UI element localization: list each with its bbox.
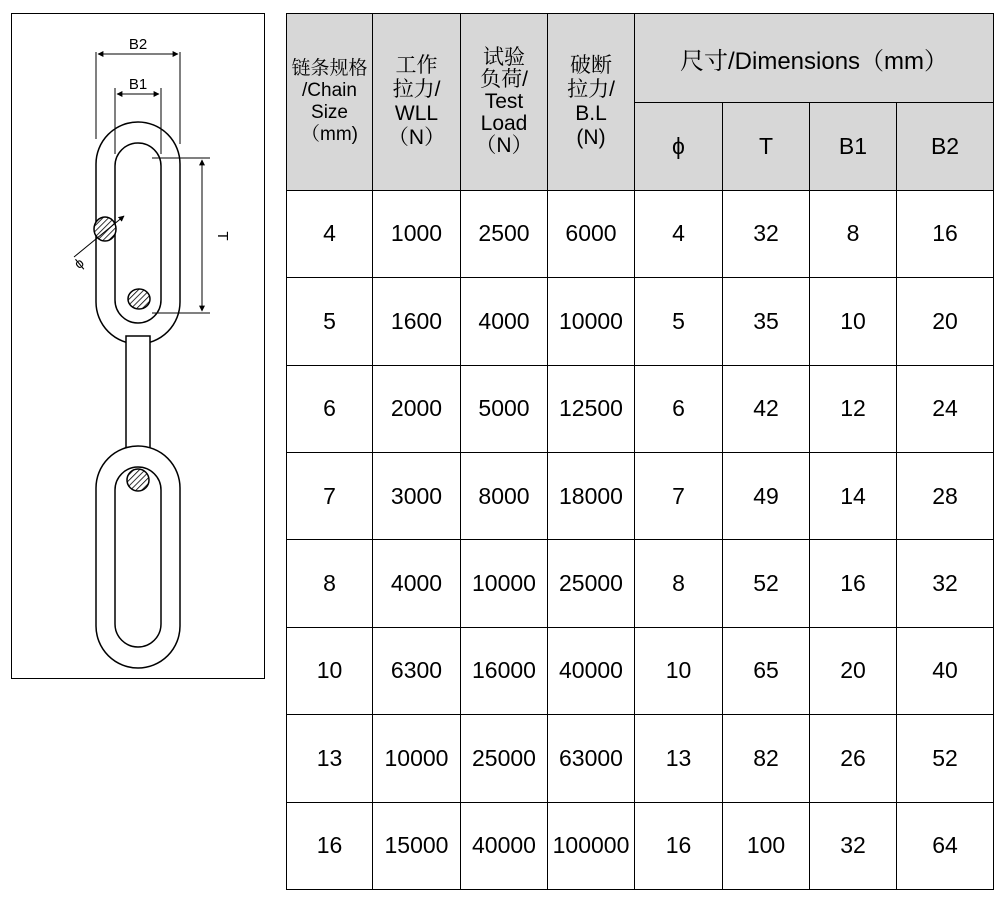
cell-b2: 52 — [897, 715, 994, 802]
chain-spec-table — [286, 13, 994, 890]
cell-b1: 10 — [810, 278, 897, 365]
label-b1: B1 — [128, 76, 148, 93]
cell-breaking-load: 63000 — [548, 715, 635, 802]
cell-b1: 26 — [810, 715, 897, 802]
cell-t: 49 — [723, 452, 810, 539]
header-b1: B1 — [810, 103, 897, 190]
cell-breaking-load: 10000 — [548, 278, 635, 365]
label-phi: ϕ — [70, 254, 87, 272]
header-t: T — [723, 103, 810, 190]
header-b2: B2 — [897, 103, 994, 190]
cell-b2: 20 — [897, 278, 994, 365]
cell-b2: 24 — [897, 365, 994, 452]
cell-b1: 32 — [810, 802, 897, 889]
table-row — [287, 627, 994, 714]
header-wll: 工作 拉力/ WLL （N） — [373, 14, 461, 191]
cell-t: 100 — [723, 802, 810, 889]
cell-breaking-load: 100000 — [548, 802, 635, 889]
label-t: T — [214, 231, 231, 241]
cell-breaking-load: 6000 — [548, 190, 635, 277]
cell-test-load: 10000 — [461, 540, 548, 627]
cell-b2: 64 — [897, 802, 994, 889]
cell-wll: 15000 — [373, 802, 461, 889]
cell-test-load: 5000 — [461, 365, 548, 452]
cell-t: 82 — [723, 715, 810, 802]
cell-wll: 10000 — [373, 715, 461, 802]
chain-link-diagram — [11, 13, 265, 679]
label-b2: B2 — [128, 36, 148, 53]
table-row — [287, 540, 994, 627]
table-row — [287, 365, 994, 452]
cell-wll: 1000 — [373, 190, 461, 277]
cell-test-load: 25000 — [461, 715, 548, 802]
table-row — [287, 802, 994, 889]
cell-t: 65 — [723, 627, 810, 714]
cell-size: 8 — [287, 540, 373, 627]
cell-size: 7 — [287, 452, 373, 539]
cell-b1: 14 — [810, 452, 897, 539]
header-chain-size: 链条规格 /Chain Size （mm) — [287, 14, 373, 191]
cell-wll: 1600 — [373, 278, 461, 365]
cell-breaking-load: 12500 — [548, 365, 635, 452]
cell-phi: 7 — [635, 452, 723, 539]
table-row — [287, 278, 994, 365]
cell-breaking-load: 40000 — [548, 627, 635, 714]
cell-breaking-load: 18000 — [548, 452, 635, 539]
cell-phi: 4 — [635, 190, 723, 277]
cell-b1: 8 — [810, 190, 897, 277]
cell-phi: 5 — [635, 278, 723, 365]
cell-b2: 32 — [897, 540, 994, 627]
cell-test-load: 16000 — [461, 627, 548, 714]
cell-b1: 16 — [810, 540, 897, 627]
cell-t: 35 — [723, 278, 810, 365]
cell-b1: 12 — [810, 365, 897, 452]
cell-size: 10 — [287, 627, 373, 714]
cell-wll: 3000 — [373, 452, 461, 539]
header-dimensions: 尺寸/Dimensions（mm） — [635, 14, 994, 103]
cell-phi: 10 — [635, 627, 723, 714]
cell-size: 5 — [287, 278, 373, 365]
table-row — [287, 715, 994, 802]
cell-b2: 28 — [897, 452, 994, 539]
cell-b2: 40 — [897, 627, 994, 714]
cell-size: 13 — [287, 715, 373, 802]
cell-size: 16 — [287, 802, 373, 889]
cell-wll: 4000 — [373, 540, 461, 627]
cell-t: 32 — [723, 190, 810, 277]
header-phi: ϕ — [635, 103, 723, 190]
header-test-load: 试验 负荷/ Test Load （N） — [461, 14, 548, 191]
cell-size: 4 — [287, 190, 373, 277]
cell-phi: 16 — [635, 802, 723, 889]
cell-b1: 20 — [810, 627, 897, 714]
cell-phi: 13 — [635, 715, 723, 802]
cell-b2: 16 — [897, 190, 994, 277]
cell-phi: 8 — [635, 540, 723, 627]
cell-wll: 6300 — [373, 627, 461, 714]
cell-size: 6 — [287, 365, 373, 452]
cell-test-load: 8000 — [461, 452, 548, 539]
chain-link-drawing — [12, 14, 266, 680]
cell-wll: 2000 — [373, 365, 461, 452]
cell-t: 52 — [723, 540, 810, 627]
cell-test-load: 2500 — [461, 190, 548, 277]
header-breaking-load: 破断 拉力/ B.L (N) — [548, 14, 635, 191]
cell-test-load: 4000 — [461, 278, 548, 365]
cell-breaking-load: 25000 — [548, 540, 635, 627]
cell-t: 42 — [723, 365, 810, 452]
cell-test-load: 40000 — [461, 802, 548, 889]
table-row — [287, 190, 994, 277]
table-row — [287, 452, 994, 539]
cell-phi: 6 — [635, 365, 723, 452]
